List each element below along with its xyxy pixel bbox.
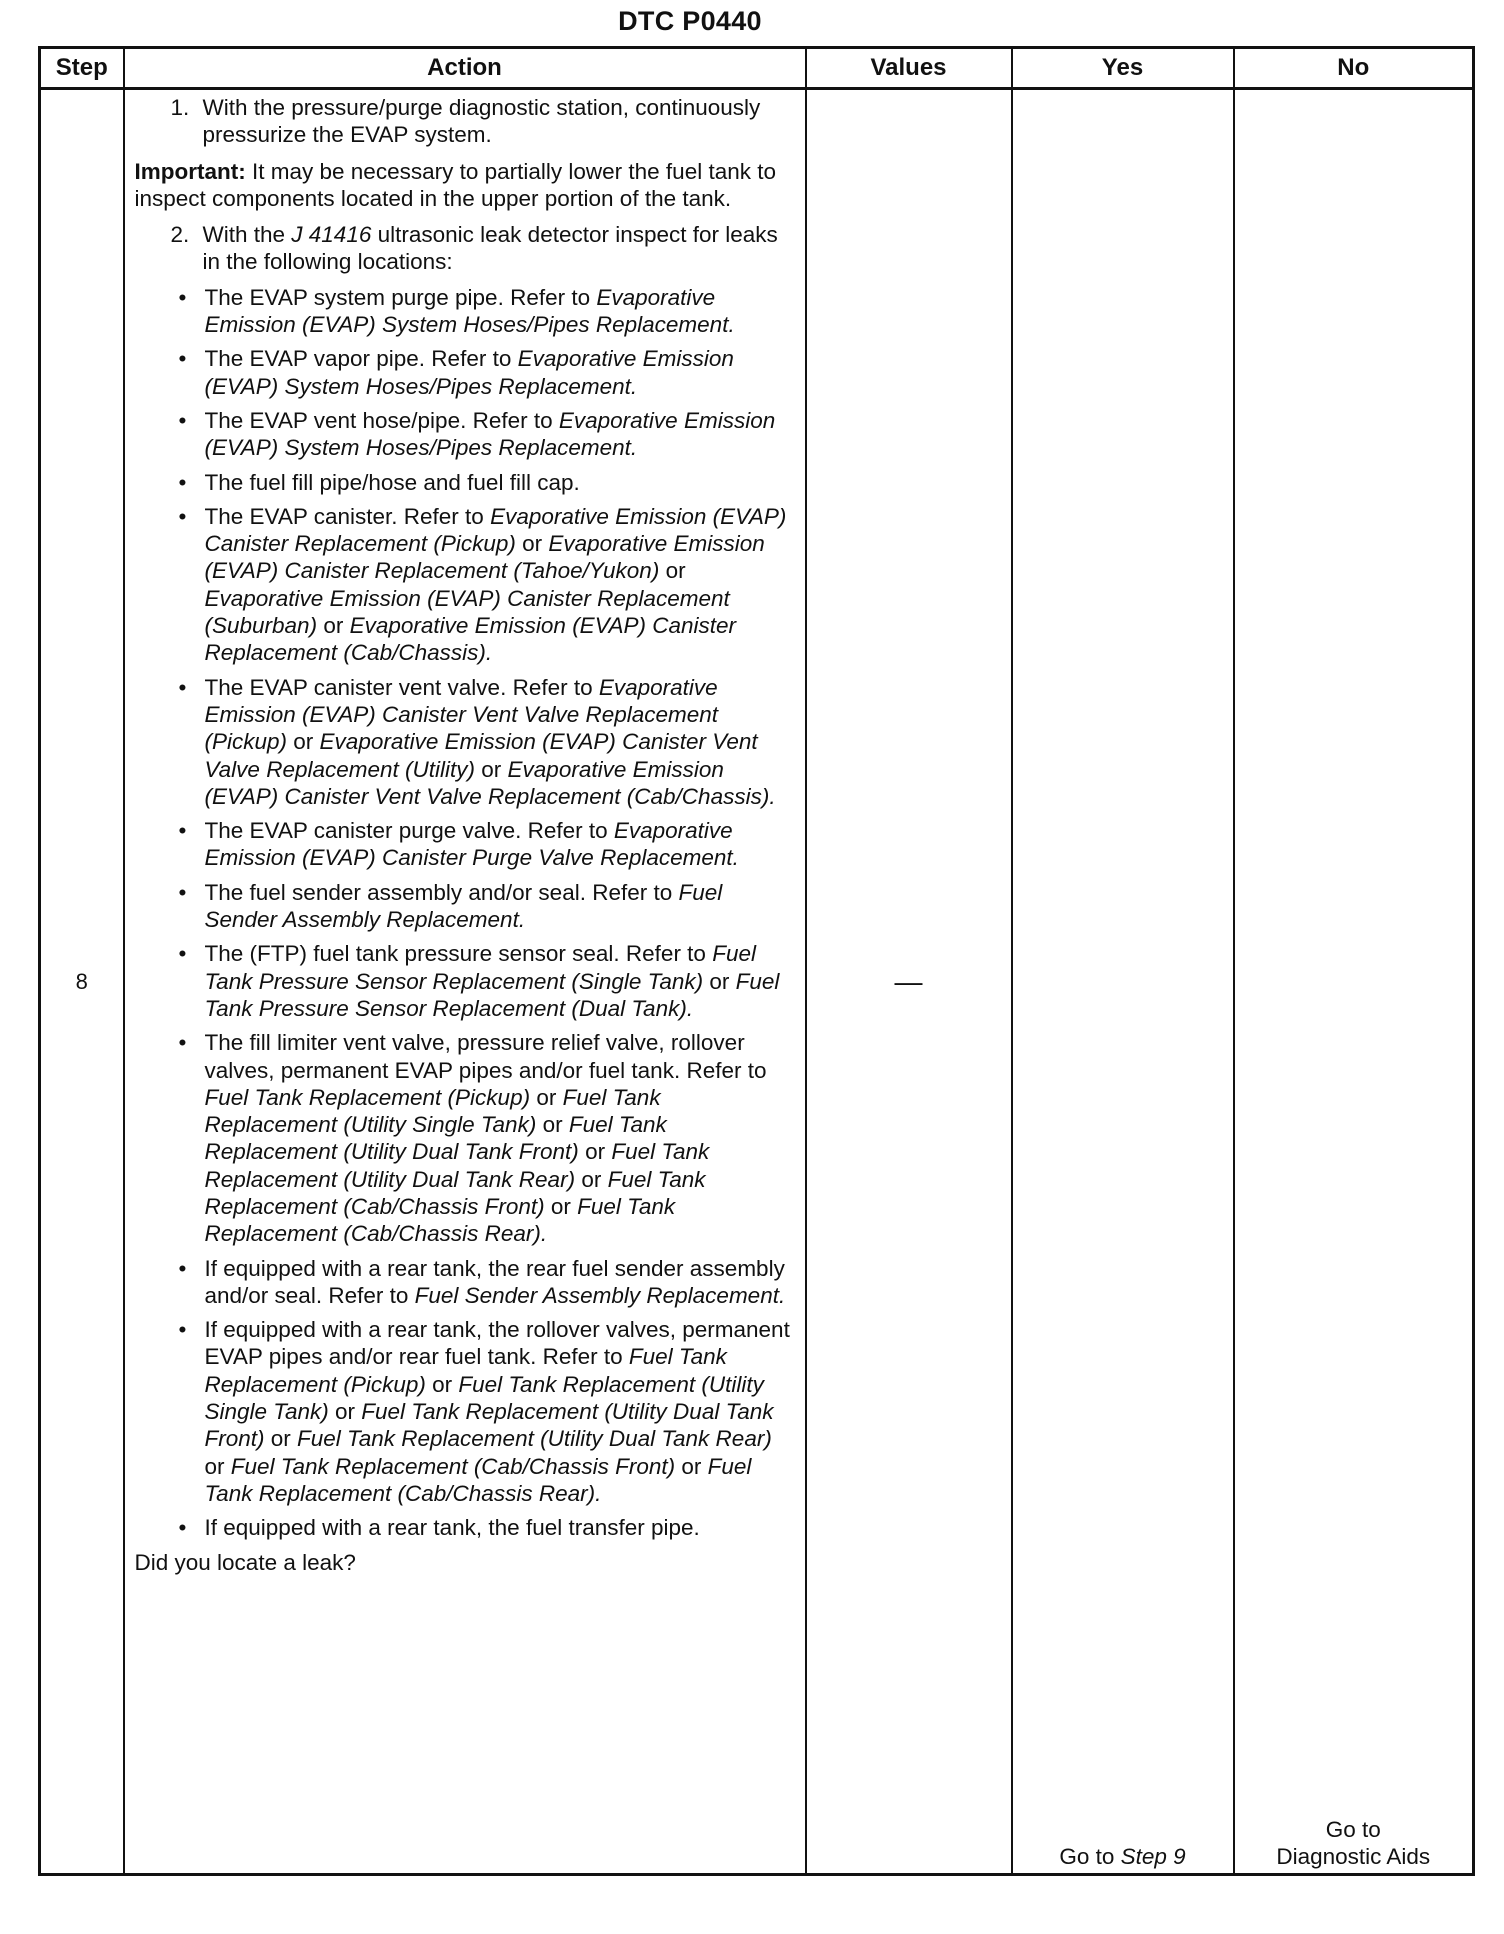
important-text: It may be necessary to partially lower the fuel tank to inspect components located in the upper portion of the tank. — [134, 158, 777, 211]
instruction-step-1 — [171, 94, 797, 149]
bullet-text: If equipped with a rear tank, the fuel transfer pipe. — [204, 1515, 700, 1541]
bullet-text: The fuel sender assembly and/or seal. Refer to — [204, 879, 679, 905]
bullet-text: or — [703, 968, 736, 994]
reference-link: Evaporative Emission (EVAP) System Hoses/Pipes Replacement. — [204, 407, 776, 461]
bullet-text: or — [536, 1112, 569, 1138]
reference-link: Evaporative Emission (EVAP) System Hoses/Pipes Replacement. — [204, 284, 735, 338]
reference-link: Fuel Tank Replacement (Utility Dual Tank Front) — [204, 1399, 774, 1452]
header-values: Values — [806, 48, 1012, 89]
list-item — [205, 674, 797, 810]
reference-link: Fuel Tank Pressure Sensor Replacement (Dual Tank). — [204, 968, 780, 1021]
list-item — [205, 469, 797, 496]
list-item — [205, 503, 797, 667]
reference-link: Fuel Tank Replacement (Utility Single Tank) — [204, 1371, 764, 1425]
list-item — [205, 1029, 797, 1247]
tool-number: J 41416 — [291, 222, 372, 248]
bullet-text: or — [530, 1084, 563, 1110]
bullet-text: If equipped with a rear tank, the rear fuel sender assembly and/or seal. Refer to — [204, 1255, 785, 1308]
important-note — [135, 158, 797, 213]
reference-link: Evaporative Emission (EVAP) Canister Replacement (Suburban) — [204, 585, 730, 639]
bullet-text: If equipped with a rear tank, the rollover valves, permanent EVAP pipes and/or rear fuel tank. Refer to — [204, 1317, 790, 1370]
table-row — [40, 89, 1474, 1875]
reference-link: Fuel Tank Pressure Sensor Replacement (Single Tank) — [204, 941, 756, 994]
step-1-number: 1. — [170, 95, 190, 120]
bullet-text: or — [475, 756, 508, 782]
important-label: Important: — [134, 158, 246, 184]
reference-link: Fuel Tank Replacement (Utility Dual Tank Rear) — [204, 1139, 710, 1192]
list-item — [205, 345, 797, 400]
header-step: Step — [40, 48, 124, 89]
question-text: Did you locate a leak? — [134, 1549, 356, 1575]
list-item — [205, 1255, 797, 1310]
instruction-step-2 — [171, 221, 797, 276]
list-item — [205, 940, 797, 1022]
reference-link: Evaporative Emission (EVAP) Canister Replacement (Tahoe/Yukon) — [204, 531, 765, 584]
bullet-text: or — [317, 613, 350, 639]
bullet-text: or — [659, 558, 686, 584]
bullet-text: or — [425, 1371, 459, 1397]
bullet-text: or — [328, 1399, 362, 1425]
no-cell — [1234, 89, 1474, 1875]
reference-link: Evaporative Emission (EVAP) Canister Vent Valve Replacement (Pickup) — [204, 674, 719, 755]
list-item — [205, 817, 797, 872]
reference-link: Fuel Tank Replacement (Pickup) — [204, 1344, 727, 1397]
reference-link: Fuel Sender Assembly Replacement. — [204, 879, 723, 933]
step-2-text — [203, 221, 797, 276]
bullet-text: or — [515, 531, 549, 557]
list-item — [205, 284, 797, 339]
bullet-text: The EVAP canister vent valve. Refer to — [204, 674, 599, 700]
step-2-post: ultrasonic leak detector inspect for leaks in the following locations: — [202, 222, 778, 275]
bullet-text: or — [264, 1426, 298, 1452]
header-yes: Yes — [1012, 48, 1234, 89]
reference-link: Fuel Tank Replacement (Cab/Chassis Front) — [204, 1166, 706, 1219]
reference-link: Evaporative Emission (EVAP) System Hoses/Pipes Replacement. — [204, 346, 734, 399]
reference-link: Fuel Tank Replacement (Pickup) — [204, 1084, 531, 1110]
reference-link: Fuel Sender Assembly Replacement. — [414, 1282, 786, 1308]
yes-cell — [1012, 89, 1234, 1875]
step-1-text: With the pressure/purge diagnostic station, continuously pressurize the EVAP system. — [202, 95, 761, 148]
reference-link: Fuel Tank Replacement (Utility Dual Tank Rear) — [297, 1426, 772, 1452]
bullet-text: The fill limiter vent valve, pressure relief valve, rollover valves, permanent EVAP pipes and/or fuel tank. Refer to — [204, 1030, 767, 1083]
header-no: No — [1234, 48, 1474, 89]
reference-link: Evaporative Emission (EVAP) Canister Purge Valve Replacement. — [204, 818, 739, 871]
reference-link: Fuel Tank Replacement (Cab/Chassis Rear). — [204, 1453, 752, 1506]
step-2-number: 2. — [170, 222, 190, 248]
values-cell: — — [806, 89, 1012, 1875]
bullet-text: The EVAP canister. Refer to — [204, 503, 491, 529]
table-header-row — [40, 48, 1474, 89]
bullet-text: or — [204, 1453, 231, 1479]
bullet-text: The fuel fill pipe/hose and fuel fill cap. — [204, 469, 580, 495]
list-item — [205, 407, 797, 462]
reference-link: Evaporative Emission (EVAP) Canister Vent Valve Replacement (Utility) — [204, 729, 758, 782]
yes-step-link[interactable]: Step 9 — [1120, 1844, 1186, 1869]
list-item — [205, 1316, 797, 1507]
bullet-text: or — [675, 1453, 708, 1479]
step-2-pre: With the — [202, 222, 292, 248]
bullet-text: The EVAP system purge pipe. Refer to — [204, 284, 597, 310]
reference-link: Fuel Tank Replacement (Cab/Chassis Rear). — [204, 1193, 676, 1247]
reference-link: Evaporative Emission (EVAP) Canister Vent Valve Replacement (Cab/Chassis). — [204, 756, 776, 809]
bullet-text: or — [287, 729, 320, 755]
bullet-text: or — [575, 1166, 608, 1192]
reference-link: Fuel Tank Replacement (Utility Dual Tank Front) — [204, 1112, 667, 1165]
bullet-text: The (FTP) fuel tank pressure sensor seal. Refer to — [204, 941, 713, 967]
reference-link: Fuel Tank Replacement (Utility Single Tank) — [204, 1084, 661, 1138]
list-item — [205, 1514, 797, 1541]
bullet-text: The EVAP vapor pipe. Refer to — [204, 346, 518, 372]
reference-link: Evaporative Emission (EVAP) Canister Replacement (Cab/Chassis). — [204, 613, 736, 666]
page-title: DTC P0440 — [618, 6, 762, 36]
no-diagnostic-aids-link[interactable]: Diagnostic Aids — [1276, 1844, 1431, 1869]
header-action: Action — [124, 48, 806, 89]
reference-link: Evaporative Emission (EVAP) Canister Replacement (Pickup) — [204, 503, 787, 557]
bullet-text: The EVAP canister purge valve. Refer to — [204, 818, 614, 844]
bullet-text: or — [544, 1193, 578, 1219]
step-number: 8 — [40, 89, 124, 1875]
no-line-1: Go to — [1325, 1817, 1381, 1842]
diagnostic-table — [38, 46, 1475, 1876]
list-item — [205, 879, 797, 934]
action-cell — [124, 89, 806, 1875]
bullet-text: or — [578, 1139, 612, 1165]
bullet-text: The EVAP vent hose/pipe. Refer to — [204, 407, 559, 433]
inspection-locations-list — [135, 284, 797, 1542]
yes-pre: Go to — [1059, 1844, 1121, 1869]
reference-link: Fuel Tank Replacement (Cab/Chassis Front) — [230, 1453, 676, 1479]
